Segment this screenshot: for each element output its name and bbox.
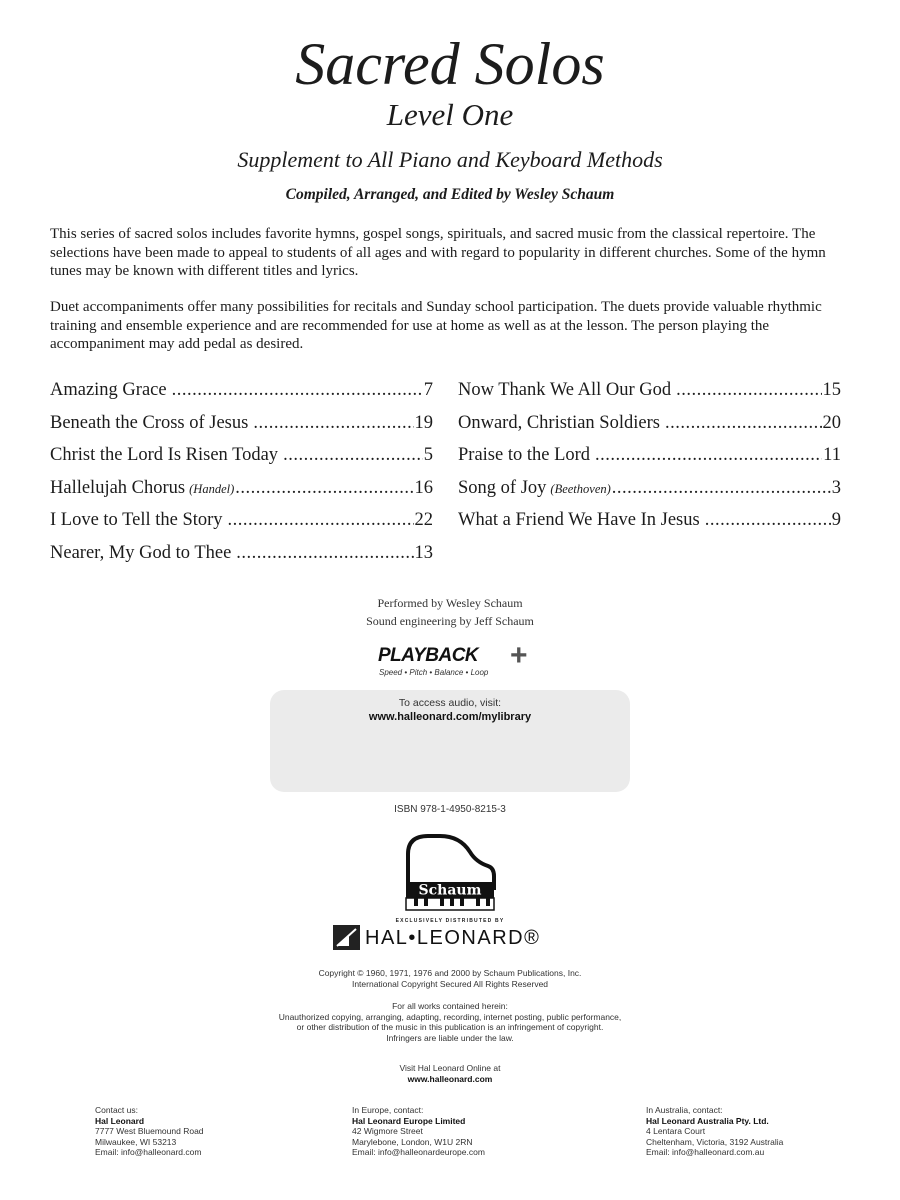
schaum-logo: [404, 832, 496, 912]
contact-line: 7777 West Bluemound Road: [95, 1126, 204, 1136]
rights-line: or other distribution of the music in this publication is an infringement of copyright.: [296, 1022, 604, 1032]
piano-keys-icon: [406, 898, 494, 910]
contact-line: 4 Lentara Court: [646, 1126, 706, 1136]
hal-leonard-mark-icon: [333, 925, 360, 950]
visit-online: [0, 1063, 900, 1084]
page-number: 22: [414, 510, 433, 531]
contact-line: Marylebone, London, W1U 2RN: [352, 1136, 473, 1147]
leader-dots: [228, 510, 414, 531]
level-subtitle: Level One: [386, 97, 514, 132]
playback-plus-logo: [378, 639, 548, 681]
leader-dots: [172, 380, 423, 401]
rights-notice: [0, 1001, 900, 1043]
song-title: Song of Joy: [458, 477, 547, 498]
song-title: Praise to the Lord: [458, 445, 591, 466]
contents-entry: [458, 413, 841, 446]
contact-name: Hal Leonard: [95, 1115, 145, 1126]
hal-leonard-logo: [333, 924, 573, 954]
rights-line: Infringers are liable under the law.: [386, 1032, 514, 1043]
leader-dots: [595, 445, 822, 466]
leader-dots: [705, 510, 831, 531]
isbn: ISBN 978-1-4950-8215-3: [394, 804, 506, 815]
copyright-line: Copyright © 1960, 1971, 1976 and 2000 by Schaum Publications, Inc.: [318, 968, 582, 978]
leader-dots: [676, 380, 821, 401]
audio-access-label: To access audio, visit:: [398, 697, 502, 709]
page-number: 7: [423, 380, 433, 400]
page-number: 11: [823, 445, 841, 466]
playback-wordmark: PLAYBACK: [378, 645, 479, 666]
song-title: What a Friend We Have In Jesus: [458, 510, 700, 531]
leader-dots: [283, 445, 423, 466]
contents-entry: [50, 510, 433, 543]
page-number: 9: [831, 510, 841, 531]
performance-credits: [0, 594, 900, 630]
copyright-line: International Copyright Secured All Rights Reserved: [351, 978, 549, 989]
compiler-credit: Compiled, Arranged, and Edited by Wesley Schaum: [285, 186, 615, 203]
page-number: 3: [831, 477, 841, 498]
contents-entry: [458, 445, 841, 478]
contact-heading: Contact us:: [95, 1105, 138, 1115]
contents-left-column: [50, 380, 433, 576]
visit-label: Visit Hal Leonard Online at: [399, 1063, 501, 1073]
copyright-notice: [0, 968, 900, 989]
schaum-wordmark: Schaum: [418, 882, 482, 899]
song-title: Nearer, My God to Thee: [50, 542, 232, 563]
europe-contact-block: [352, 1105, 485, 1158]
contact-heading: In Europe, contact:: [352, 1105, 424, 1115]
contents-entry: [50, 445, 433, 478]
contact-name: Hal Leonard Europe Limited: [352, 1115, 466, 1126]
leader-dots: [235, 478, 413, 499]
australia-contact-block: [646, 1105, 783, 1158]
contents-entry: [458, 478, 841, 511]
contact-email[interactable]: Email: info@halleonard.com.au: [646, 1147, 765, 1157]
contents-entry: [50, 413, 433, 446]
contents-entry: [50, 478, 433, 511]
contact-heading: In Australia, contact:: [646, 1105, 723, 1115]
audio-access-url[interactable]: www.halleonard.com/mylibrary: [368, 711, 532, 723]
leader-dots: [665, 413, 822, 434]
song-title: Amazing Grace: [50, 380, 167, 400]
plus-icon: +: [510, 639, 528, 672]
rights-line: Unauthorized copying, arranging, adapting, recording, internet posting, public performance,: [278, 1011, 622, 1022]
song-title: Now Thank We All Our God: [458, 380, 672, 400]
page-number: 13: [414, 542, 433, 563]
page-number: 16: [414, 477, 433, 498]
page-number: 20: [822, 412, 841, 433]
composer-note: (Handel): [189, 481, 235, 496]
book-title: Sacred Solos: [295, 31, 605, 97]
composer-note: (Beethoven): [550, 481, 611, 496]
contact-line: 42 Wigmore Street: [352, 1126, 423, 1136]
website-link[interactable]: www.halleonard.com: [407, 1073, 493, 1084]
song-title: Onward, Christian Soldiers: [458, 412, 660, 433]
leader-dots: [236, 543, 413, 564]
song-title: I Love to Tell the Story: [50, 510, 223, 531]
contents-entry: [50, 543, 433, 576]
contact-us-block: [95, 1105, 204, 1158]
supplement-line: Supplement to All Piano and Keyboard Methods: [237, 147, 663, 172]
song-title: Beneath the Cross of Jesus: [50, 412, 249, 433]
engineering-credit: Sound engineering by Jeff Schaum: [366, 614, 534, 628]
intro-paragraph: This series of sacred solos includes favorite hymns, gospel songs, spirituals, and sacred music from the classical repertoire. The selections have been made to appeal to students of all ages and with regard to popularity in different churches. Some of the hymn tunes may be known with different titles and lyrics.: [50, 226, 826, 279]
rights-line: For all works contained herein:: [392, 1001, 508, 1011]
intro-paragraph: Duet accompaniments offer many possibilities for recitals and Sunday school participation. The duets provide valuable rhythmic training and ensemble experience and are recommended for use at home as well as at the lesson. The person playing the accompaniment may add pedal as desired.: [50, 299, 822, 352]
song-title: Christ the Lord Is Risen Today: [50, 445, 279, 466]
playback-tagline: Speed • Pitch • Balance • Loop: [379, 668, 489, 677]
song-title: Hallelujah Chorus: [50, 477, 186, 498]
contact-name: Hal Leonard Australia Pty. Ltd.: [646, 1115, 769, 1126]
distribution-label: EXCLUSIVELY DISTRIBUTED BY: [395, 918, 505, 924]
contents-entry: [458, 510, 841, 543]
contact-line: Milwaukee, WI 53213: [95, 1136, 177, 1147]
contents-right-column: [458, 380, 841, 543]
hal-leonard-wordmark: HAL•LEONARD®: [365, 927, 541, 949]
page-number: 15: [822, 380, 841, 400]
audio-access-box: [270, 690, 630, 792]
contact-email[interactable]: Email: info@halleonard.com: [95, 1147, 202, 1157]
performer-credit: Performed by Wesley Schaum: [377, 596, 523, 610]
page-number: 19: [414, 412, 433, 433]
contact-line: Cheltenham, Victoria, 3192 Australia: [646, 1136, 784, 1147]
leader-dots: [253, 413, 413, 434]
contents-entry: [458, 380, 841, 413]
page-number: 5: [423, 445, 433, 466]
leader-dots: [612, 478, 831, 499]
contents-entry: [50, 380, 433, 413]
contact-email[interactable]: Email: info@halleonardeurope.com: [352, 1147, 485, 1157]
